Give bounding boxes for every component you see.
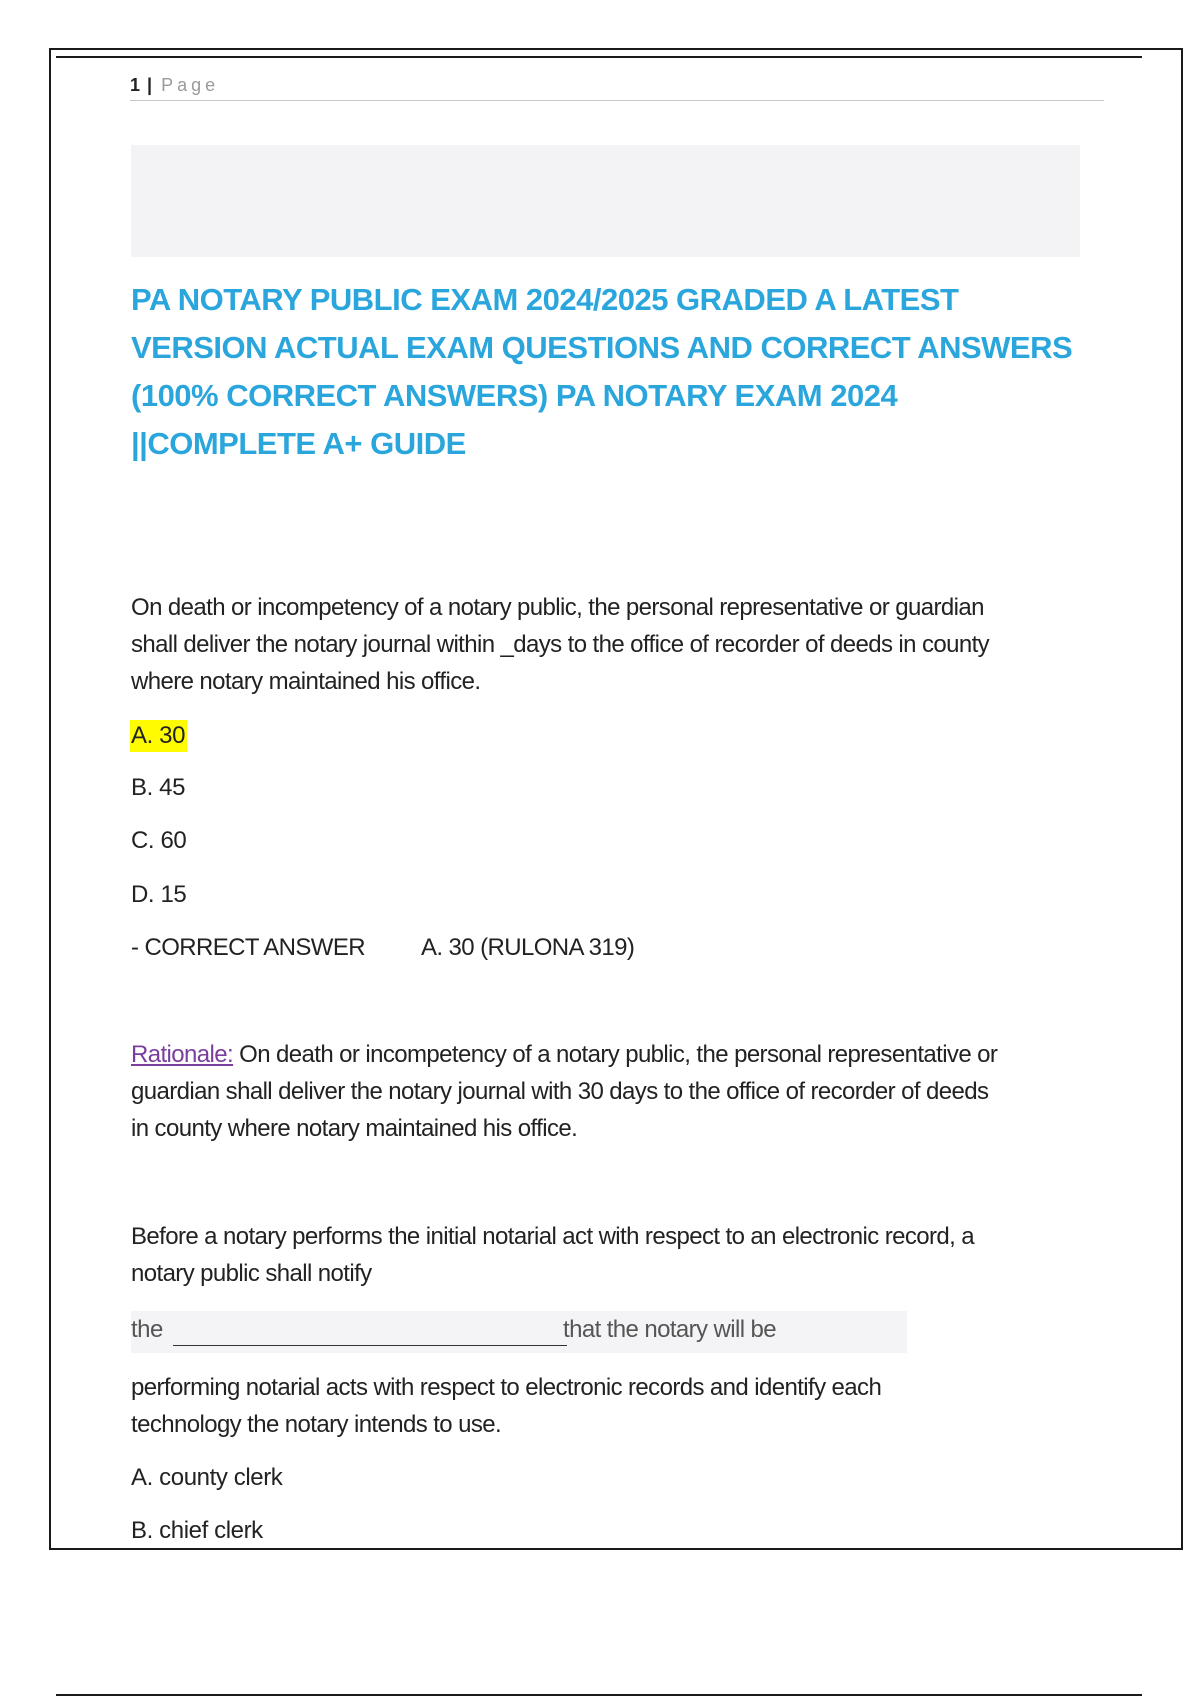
question-line: Before a notary performs the initial notarial act with respect to an electronic record, a [131,1223,975,1250]
question-1-option-b: B. 45 [131,774,186,801]
question-1-option-d: D. 15 [131,881,187,908]
correct-answer-line [131,932,635,964]
question-2-option-b: B. chief clerk [131,1517,263,1544]
rationale-label: Rationale: [131,1041,234,1068]
blank-prefix: the [131,1316,163,1343]
question-line: On death or incompetency of a notary public, the personal representative or guardian [131,594,984,621]
title-line: PA NOTARY PUBLIC EXAM 2024/2025 GRADED A LATEST [131,282,959,317]
fill-in-blank-row [131,1311,907,1353]
question-line: technology the notary intends to use. [131,1411,502,1438]
rationale-line: in county where notary maintained his office. [131,1115,578,1142]
question-1-option-c: C. 60 [131,827,187,854]
title-line: VERSION ACTUAL EXAM QUESTIONS AND CORRECT ANSWERS [131,330,1073,365]
correct-answer-value: A. 30 (RULONA 319) [421,934,635,961]
question-2-continuation [131,1369,1111,1443]
blank-line [173,1345,567,1346]
question-2-text [131,1218,1111,1292]
title-line: ||COMPLETE A+ GUIDE [131,426,466,461]
rationale-line-1 [131,1036,1111,1073]
bottom-rule [56,1694,1142,1696]
page-header [130,74,1104,101]
question-line: shall deliver the notary journal within _days to the office of recorder of deeds in county [131,631,990,658]
top-rule [56,56,1142,58]
question-line: performing notarial acts with respect to electronic records and identify each [131,1374,882,1401]
correct-answer-label: - CORRECT ANSWER [131,934,365,961]
question-line: notary public shall notify [131,1260,372,1287]
rationale [131,1036,1111,1147]
rationale-text: On death or incompetency of a notary public, the personal representative or [239,1041,998,1068]
question-2-option-a: A. county clerk [131,1464,283,1491]
title-line: (100% CORRECT ANSWERS) PA NOTARY EXAM 2024 [131,378,898,413]
blank-suffix: that the notary will be [563,1316,776,1343]
rationale-line: guardian shall deliver the notary journal with 30 days to the office of recorder of deeds [131,1078,989,1105]
page-separator: | [147,75,153,95]
document-title [131,276,1091,468]
page-number: 1 [130,75,141,95]
question-1-text [131,589,1111,700]
page-word: Page [161,75,220,95]
question-1-option-a-highlighted: A. 30 [130,720,187,752]
question-line: where notary maintained his office. [131,668,481,695]
header-banner [131,145,1080,257]
